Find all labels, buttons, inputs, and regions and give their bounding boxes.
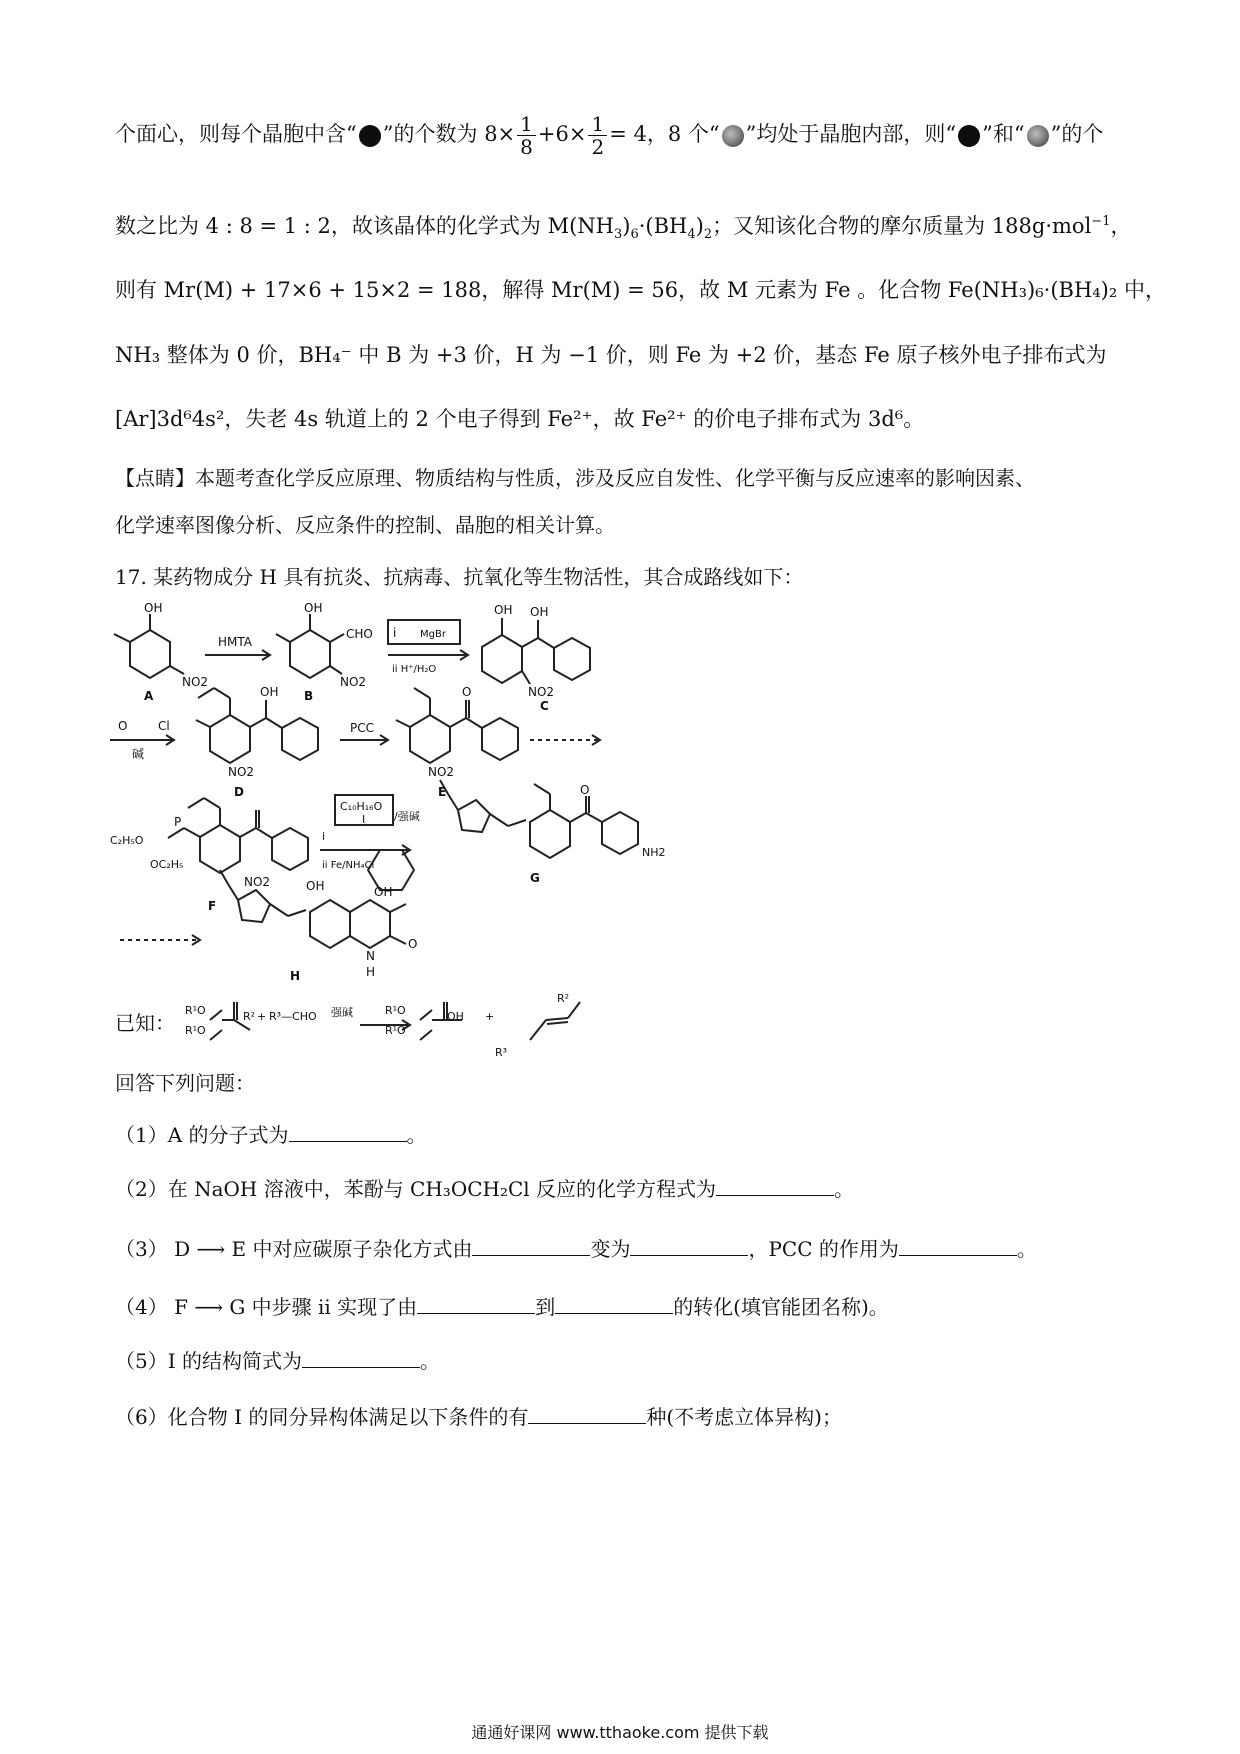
label-n: N	[366, 949, 375, 963]
text: （5）I 的结构简式为	[115, 1349, 302, 1373]
label-r1o: R¹O	[385, 1004, 406, 1017]
text: （3） D ⟶ E 中对应碳原子杂化方式由	[115, 1237, 473, 1261]
label-r1o: R¹O	[185, 1004, 206, 1017]
label-oh: OH	[374, 885, 393, 899]
benzene-ring-d2	[282, 718, 318, 760]
label-no2: NO2	[428, 765, 455, 779]
label-no2: NO2	[340, 675, 367, 689]
known-label: 已知：	[115, 1011, 175, 1035]
step-label-i: i	[393, 626, 397, 640]
text: 个面心，则每个晶胞中含“	[115, 122, 357, 146]
reagent-acid-workup: ii H⁺/H₂O	[392, 664, 437, 675]
sub-question-2	[115, 1174, 854, 1204]
compound-label-d: D	[234, 785, 244, 799]
reagent-hmta: HMTA	[218, 635, 252, 649]
reagent-pcc: PCC	[350, 721, 374, 735]
label-o: O	[118, 719, 128, 733]
answer-blank[interactable]	[417, 1293, 535, 1314]
text: 变为	[590, 1237, 631, 1261]
label-o: O	[408, 937, 418, 951]
text: （6）化合物 I 的同分异构体满足以下条件的有	[115, 1405, 529, 1429]
answer-blank[interactable]	[899, 1235, 1017, 1256]
black-sphere-icon	[359, 125, 381, 147]
label-no2: NO2	[528, 685, 555, 699]
label-r3: R³	[495, 1046, 508, 1059]
answer-blank[interactable]	[555, 1293, 673, 1314]
text: （4） F ⟶ G 中步骤 ii 实现了由	[115, 1295, 418, 1319]
label-o: O	[462, 685, 472, 699]
text: )	[695, 214, 704, 238]
answer-blank[interactable]	[289, 1121, 407, 1142]
reagent-strong-base: /强碱	[394, 810, 420, 823]
solution-line-1	[115, 113, 1103, 158]
gray-sphere-icon	[722, 125, 744, 147]
solution-line-2	[115, 207, 1131, 250]
sub-question-3	[115, 1234, 1037, 1264]
text: （2）在 NaOH 溶液中，苯酚与 CH₃OCH₂Cl 反应的化学方程式为	[115, 1177, 717, 1201]
step-label-i: i	[322, 830, 326, 843]
label-cl: Cl	[158, 719, 170, 733]
cyclopentene-g	[458, 800, 490, 832]
reagent-label-i: I	[362, 813, 366, 826]
reagent-grignard: MgBr	[420, 629, 446, 640]
text: )	[622, 214, 631, 238]
text: ，8 个“	[646, 122, 720, 146]
denominator: 8	[520, 135, 533, 159]
label-phosphorus: P	[174, 815, 182, 829]
text: 到	[535, 1295, 556, 1319]
text: ，PCC 的作用为	[748, 1237, 899, 1261]
compound-label-e: E	[438, 785, 447, 799]
reagent-fe-nh4cl: ii Fe/NH₄Cl	[322, 860, 375, 871]
comment-line-2: 化学速率图像分析、反应条件的控制、晶胞的相关计算。	[115, 513, 615, 537]
answer-intro: 回答下列问题：	[115, 1071, 255, 1095]
text: ”均处于晶胞内部，则“	[745, 122, 957, 146]
label-cho: CHO	[346, 627, 373, 641]
compound-label-g: G	[530, 871, 540, 885]
label-no2: NO2	[228, 765, 255, 779]
label-oh: OH	[304, 601, 323, 615]
text: 的转化(填官能团名称)。	[673, 1295, 889, 1319]
compound-label-h: H	[290, 969, 301, 983]
reagent-base: 碱	[132, 747, 145, 761]
benzene-ring-g2	[602, 812, 638, 854]
text: 。	[406, 1123, 427, 1147]
benzene-ring-f2	[272, 828, 308, 870]
benzene-ring-e2	[482, 718, 518, 760]
subscript: 6	[630, 227, 639, 243]
benzene-ring-c1	[482, 635, 522, 683]
answer-blank[interactable]	[716, 1175, 834, 1196]
benzene-ring-a	[130, 630, 170, 678]
page-footer: 通通好课网 www.tthaoke.com 提供下载	[471, 1723, 769, 1742]
label-ethoxy: OC₂H₅	[150, 858, 184, 871]
lactam-ring-h	[350, 900, 390, 948]
text: ”的个	[1050, 122, 1104, 146]
label-plus: +	[485, 1010, 495, 1023]
label-r2: R²	[243, 1010, 256, 1023]
text: ”和“	[982, 122, 1025, 146]
question-17-stem: 17. 某药物成分 H 具有抗炎、抗病毒、抗氧化等生物活性，其合成路线如下：	[115, 565, 804, 589]
text: 。	[1016, 1237, 1037, 1261]
denominator: 2	[591, 135, 605, 159]
text: ·(BH	[638, 214, 688, 238]
numerator: 1	[517, 113, 536, 136]
fraction-one-half	[588, 113, 607, 158]
math-term: 8×	[484, 122, 516, 146]
benzene-ring-c2	[554, 638, 590, 680]
answer-blank[interactable]	[302, 1347, 420, 1368]
label-r1o: R¹O	[385, 1024, 406, 1037]
compound-label-a: A	[144, 689, 154, 703]
label-ethoxy: C₂H₅O	[110, 834, 144, 847]
text: 数之比为 4 : 8 = 1 : 2，故该晶体的化学式为 M(NH	[115, 214, 614, 238]
answer-blank[interactable]	[472, 1235, 590, 1256]
reagent-formula-i: C₁₀H₁₆O	[340, 800, 383, 813]
sub-question-4	[115, 1292, 889, 1322]
superscript: −1	[1091, 214, 1111, 229]
label-oh: OH	[144, 601, 163, 615]
solution-line-5: [Ar]3d⁶4s²，失老 4s 轨道上的 2 个电子得到 Fe²⁺，故 Fe²⁺ 的价电子排布式为 3d⁶。	[115, 407, 925, 431]
text: 。	[419, 1349, 440, 1373]
text: 。	[834, 1177, 855, 1201]
subscript: 2	[703, 227, 713, 243]
label-r2: R²	[557, 992, 570, 1005]
sub-question-6	[115, 1402, 842, 1432]
subscript: 3	[613, 227, 623, 243]
text: ；又知该化合物的摩尔质量为 188g·mol	[712, 214, 1092, 238]
label-r3-cho: R³—CHO	[269, 1010, 317, 1023]
benzene-ring-g1	[530, 810, 570, 858]
label-no2: NO2	[244, 875, 271, 889]
benzene-ring-f1	[200, 825, 240, 873]
label-plus: +	[257, 1010, 267, 1023]
sub-question-5	[115, 1346, 440, 1376]
subscript: 4	[687, 227, 696, 243]
solution-line-3: 则有 Mr(M) + 17×6 + 15×2 = 188，解得 Mr(M) = 56，故 M 元素为 Fe 。化合物 Fe(NH₃)₆·(BH₄)₂ 中，	[115, 278, 1166, 302]
benzene-ring-h2	[368, 850, 414, 890]
solution-line-4: NH₃ 整体为 0 价，BH₄⁻ 中 B 为 +3 价，H 为 −1 价，则 Fe 为 +2 价，基态 Fe 原子核外电子排布式为	[115, 343, 1107, 367]
benzene-ring-h1	[310, 900, 350, 948]
sub-question-1	[115, 1120, 427, 1150]
label-no2: NO2	[182, 675, 209, 689]
compound-label-c: C	[540, 699, 549, 713]
cyclopentene-h	[238, 890, 270, 922]
label-h-atom: H	[366, 965, 376, 979]
benzene-ring-e1	[410, 715, 450, 763]
fraction-one-eighth	[517, 113, 536, 158]
label-oh: OH	[260, 685, 279, 699]
math-term: +6×	[537, 122, 587, 146]
compound-label-f: F	[208, 899, 217, 913]
text: ，	[1110, 214, 1132, 238]
benzene-ring-b	[290, 630, 330, 678]
numerator: 1	[588, 113, 607, 136]
label-oh: OH	[530, 605, 549, 619]
reagent-strong-base: 强碱	[331, 1006, 353, 1019]
known-reaction-labels	[185, 990, 645, 1070]
math-term: = 4	[609, 122, 647, 146]
answer-blank[interactable]	[630, 1235, 748, 1256]
benzene-ring-d1	[210, 715, 250, 763]
text: 种(不考虑立体异构)；	[646, 1405, 842, 1429]
label-r1o: R¹O	[185, 1024, 206, 1037]
label-oh: OH	[447, 1010, 464, 1023]
comment-line-1: 【点睛】本题考查化学反应原理、物质结构与性质，涉及反应自发性、化学平衡与反应速率的影响因素、	[115, 466, 1035, 490]
gray-sphere-icon	[1027, 125, 1049, 147]
text: （1）A 的分子式为	[115, 1123, 289, 1147]
compound-label-b: B	[304, 689, 314, 703]
label-nh2: NH2	[642, 846, 666, 859]
label-oh: OH	[306, 879, 325, 893]
answer-blank[interactable]	[528, 1403, 646, 1424]
scheme-labels	[110, 601, 666, 983]
label-o: O	[580, 783, 590, 797]
black-sphere-icon	[958, 125, 980, 147]
text: ”的个数为	[382, 122, 478, 146]
label-oh: OH	[494, 603, 513, 617]
